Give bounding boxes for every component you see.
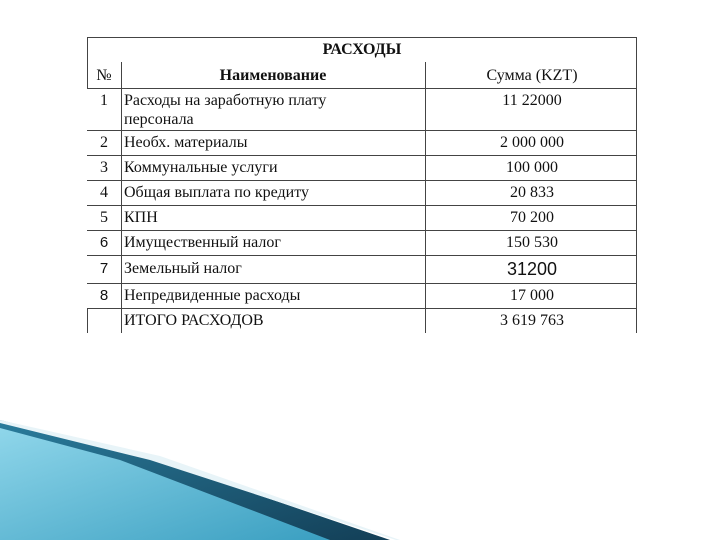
row-name: Общая выплата по кредиту (124, 184, 310, 201)
row-sum: 31200 (506, 259, 558, 279)
row-name: Земельный налог (124, 260, 242, 277)
table-top-border (87, 37, 637, 38)
row-name: Непредвиденные расходы (124, 287, 301, 304)
row-name: Имущественный налог (124, 234, 281, 251)
row-divider (87, 283, 637, 284)
number-col-divider (121, 62, 122, 333)
sum-col-divider (425, 62, 426, 333)
row-sum: 2 000 000 (500, 134, 564, 151)
row-name-continued: персонала (124, 111, 194, 128)
row-sum: 70 200 (510, 209, 554, 226)
row-name: Коммунальные услуги (124, 159, 278, 176)
row-divider (87, 308, 637, 309)
expenses-table (87, 37, 637, 333)
row-sum: 17 000 (510, 287, 554, 304)
row-divider (87, 205, 637, 206)
row-number: 8 (99, 287, 109, 304)
row-name: КПН (124, 209, 158, 226)
header-number: № (96, 67, 112, 84)
header-sum: Сумма (KZT) (486, 67, 578, 84)
header-name: Наименование (219, 67, 327, 84)
total-label: ИТОГО РАСХОДОВ (124, 312, 264, 329)
row-divider (87, 180, 637, 181)
decorative-corner-shape (0, 420, 720, 540)
total-sum: 3 619 763 (500, 312, 564, 329)
table-left-lower-border (87, 308, 88, 333)
row-number: 7 (99, 260, 109, 277)
row-divider (87, 255, 637, 256)
table-title: РАСХОДЫ (322, 41, 402, 58)
row-divider (87, 155, 637, 156)
row-number: 2 (100, 134, 108, 151)
row-number: 3 (100, 159, 108, 176)
row-number: 4 (100, 184, 108, 201)
row-number: 6 (99, 234, 109, 251)
row-sum: 11 22000 (502, 92, 562, 109)
row-number: 5 (100, 209, 108, 226)
row-sum: 100 000 (506, 159, 558, 176)
row-name: Необх. материалы (124, 134, 248, 151)
row-divider (87, 230, 637, 231)
row-sum: 20 833 (510, 184, 554, 201)
row-divider (87, 88, 637, 89)
row-sum: 150 530 (506, 234, 558, 251)
row-number: 1 (100, 92, 108, 109)
row-name: Расходы на заработную плату (124, 92, 327, 109)
row-divider (87, 130, 637, 131)
